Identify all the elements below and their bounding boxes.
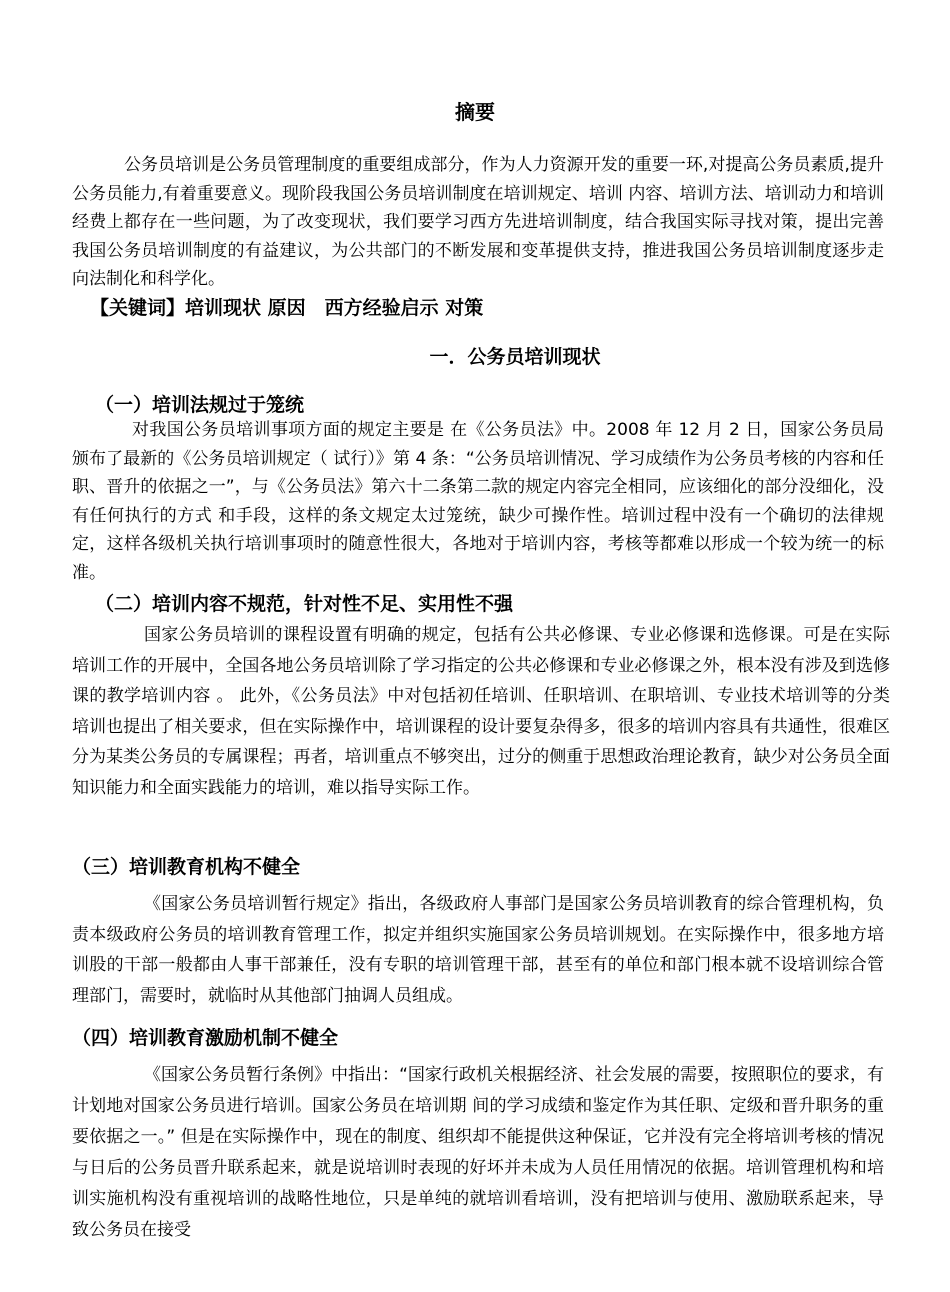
subsection-heading-4: （四）培训教育激励机制不健全 <box>72 1027 339 1049</box>
subsection-paragraph-2: 国家公务员培训的课程设置有明确的规定，包括有公共必修课、专业必修课和选修课。可是在实际培训工作的开展中，全国各地公务员培训除了学习指定的公共必修课和专业必修课之外，根本没有涉及到选修课的教学培训内容 。 此外，《公务员法》中对包括初任培训、任职培训、在职培训、专业技术培训等的分类培训也提出了相关要求，但在实际操作中，培训课程的设计要复杂得多，很多的培训内容具有共通性，很难区分为某类公务员的专属课程；再者，培训重点不够突出，过分的侧重于思想政治理论教育，缺少对公务员全面知识能力和全面实践能力的培训，难以指导实际工作。 <box>72 625 890 798</box>
subsection-heading-3: （三）培训教育机构不健全 <box>72 856 301 878</box>
keywords-line: 【关键词】培训现状 原因 西方经验启示 对策 <box>90 297 484 319</box>
abstract-title: 摘要 <box>455 100 495 124</box>
abstract-paragraph: 公务员培训是公务员管理制度的重要组成部分，作为人力资源开发的重要一环,对提高公务员素质,提升公务员能力,有着重要意义。现阶段我国公务员培训制度在培训规定、培训 内容、培训方法、培训动力和培训经费上都存在一些问题，为了改变现状，我们要学习西方先进培训制度，结合我国实际寻找对策，提出完善我国公务员培训制度的有益建议，为公共部门的不断发展和变革提供支持，推进我国公务员培训制度逐步走向法制化和科学化。 <box>72 155 884 289</box>
subsection-heading-2: （二）培训内容不规范，针对性不足、实用性不强 <box>95 593 514 615</box>
subsection-paragraph-3: 《国家公务员培训暂行规定》指出，各级政府人事部门是国家公务员培训教育的综合管理机构，负责本级政府公务员的培训教育管理工作，拟定并组织实施国家公务员培训规划。在实际操作中，很多地方培训股的干部一般都由人事干部兼任，没有专职的培训管理干部，甚至有的单位和部门根本就不设培训综合管理部门，需要时，就临时从其他部门抽调人员组成。 <box>72 894 884 1006</box>
section-heading-1: 一．公务员培训现状 <box>429 346 601 368</box>
subsection-paragraph-1: 对我国公务员培训事项方面的规定主要是 在《公务员法》中。2008 年 12 月 2 日，国家公务员局颁布了最新的《公务员培训规定（ 试行）》第 4 条：“公务员培训情况、学习成绩作为公务员考核的内容和任职、晋升的依据之一”，与《公务员法》第六十二条第二款的规定内容完全相同，应该细化的部分没细化，没有任何执行的方式 和手段，这样的条文规定太过笼统，缺少可操作性。培训过程中没有一个确切的法律规定，这样各级机关执行培训事项时的随意性很大，各地对于培训内容，考核等都难以形成一个较为统一的标准。 <box>72 420 884 583</box>
subsection-heading-1: （一）培训法规过于笼统 <box>95 394 305 416</box>
subsection-paragraph-4: 《国家公务员暂行条例》中指出：“国家行政机关根据经济、社会发展的需要，按照职位的要求，有计划地对国家公务员进行培训。国家公务员在培训期 间的学习成绩和鉴定作为其任职、定级和晋升职务的重要依据之一。” 但是在实际操作中，现在的制度、组织却不能提供这种保证，它并没有完全将培训考核的情况与日后的公务员晋升联系起来，就是说培训时表现的好坏并未成为人员任用情况的依据。培训管理机构和培训实施机构没有重视培训的战略性地位，只是单纯的就培训看培训，没有把培训与使用、激励联系起来，导致公务员在接受 <box>72 1065 884 1240</box>
